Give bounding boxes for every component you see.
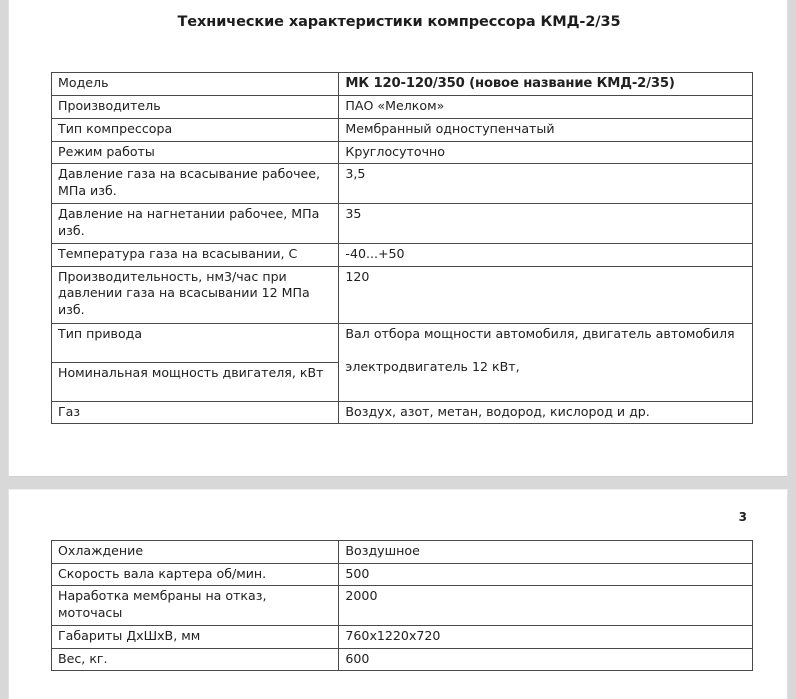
merged-cell-spacer (345, 342, 746, 359)
spec-label-weight: Вес, кг. (52, 648, 339, 671)
spec-value-suction-pressure: 3,5 (339, 164, 753, 204)
spec-value-weight: 600 (339, 648, 753, 671)
page-title: Технические характеристики компрессора КМД-2/35 (177, 14, 621, 30)
table-row (52, 164, 753, 204)
table-row (52, 541, 753, 564)
page-number: 3 (738, 510, 747, 524)
spec-value-drive-type: Вал отбора мощности автомобиля, двигатель автомобиля (345, 325, 735, 341)
spec-label-suction-pressure: Давление газа на всасывание рабочее, МПа изб. (52, 164, 339, 204)
spec-label-cooling: Охлаждение (52, 541, 339, 564)
table-row (52, 73, 753, 96)
spec-label-operating-mode: Режим работы (52, 141, 339, 164)
table-row (52, 648, 753, 671)
table-row (52, 96, 753, 119)
table-row (52, 266, 753, 323)
table-row (52, 244, 753, 267)
spec-value-manufacturer: ПАО «Мелком» (339, 96, 753, 119)
spec-label-membrane-lifetime: Наработка мембраны на отказ, моточасы (52, 586, 339, 626)
spec-value-gas: Воздух, азот, метан, водород, кислород и др. (339, 401, 753, 424)
spec-value-suction-temperature: -40...+50 (339, 244, 753, 267)
page-separator-gap (0, 477, 796, 489)
spec-value-membrane-lifetime: 2000 (339, 586, 753, 626)
table-row (52, 323, 753, 362)
spec-value-compressor-type: Мембранный одноступенчатый (339, 119, 753, 142)
table-row (52, 141, 753, 164)
spec-label-gas: Газ (52, 401, 339, 424)
table-row (52, 563, 753, 586)
spec-label-crankshaft-speed: Скорость вала картера об/мин. (52, 563, 339, 586)
spec-label-rated-power: Номинальная мощность двигателя, кВт (52, 362, 339, 401)
specifications-table-secondary (51, 540, 753, 671)
table-row (52, 401, 753, 424)
spec-value-operating-mode: Круглосуточно (339, 141, 753, 164)
document-page-2 (8, 489, 788, 699)
spec-label-model: Модель (52, 73, 339, 96)
spec-value-capacity: 120 (339, 266, 753, 323)
spec-value-crankshaft-speed: 500 (339, 563, 753, 586)
spec-label-dimensions: Габариты ДхШхВ, мм (52, 626, 339, 649)
spec-value-discharge-pressure: 35 (339, 204, 753, 244)
spec-value-model: МК 120-120/350 (новое название КМД-2/35) (339, 73, 753, 96)
spec-label-suction-temperature: Температура газа на всасывании, С (52, 244, 339, 267)
table-row (52, 626, 753, 649)
spec-value-cooling: Воздушное (339, 541, 753, 564)
table-row (52, 119, 753, 142)
spec-label-drive-type: Тип привода (52, 323, 339, 362)
spec-value-rated-power: электродвигатель 12 кВт, (345, 359, 520, 375)
spec-label-discharge-pressure: Давление на нагнетании рабочее, МПа изб. (52, 204, 339, 244)
table-row (52, 204, 753, 244)
specifications-table-primary (51, 72, 753, 424)
spec-value-drive-and-power (339, 323, 753, 401)
spec-label-compressor-type: Тип компрессора (52, 119, 339, 142)
table-row (52, 586, 753, 626)
spec-label-capacity: Производительность, нм3/час при давлении газа на всасывании 12 МПа изб. (52, 266, 339, 323)
spec-label-manufacturer: Производитель (52, 96, 339, 119)
document-page-1 (8, 0, 788, 477)
spec-value-dimensions: 760x1220x720 (339, 626, 753, 649)
